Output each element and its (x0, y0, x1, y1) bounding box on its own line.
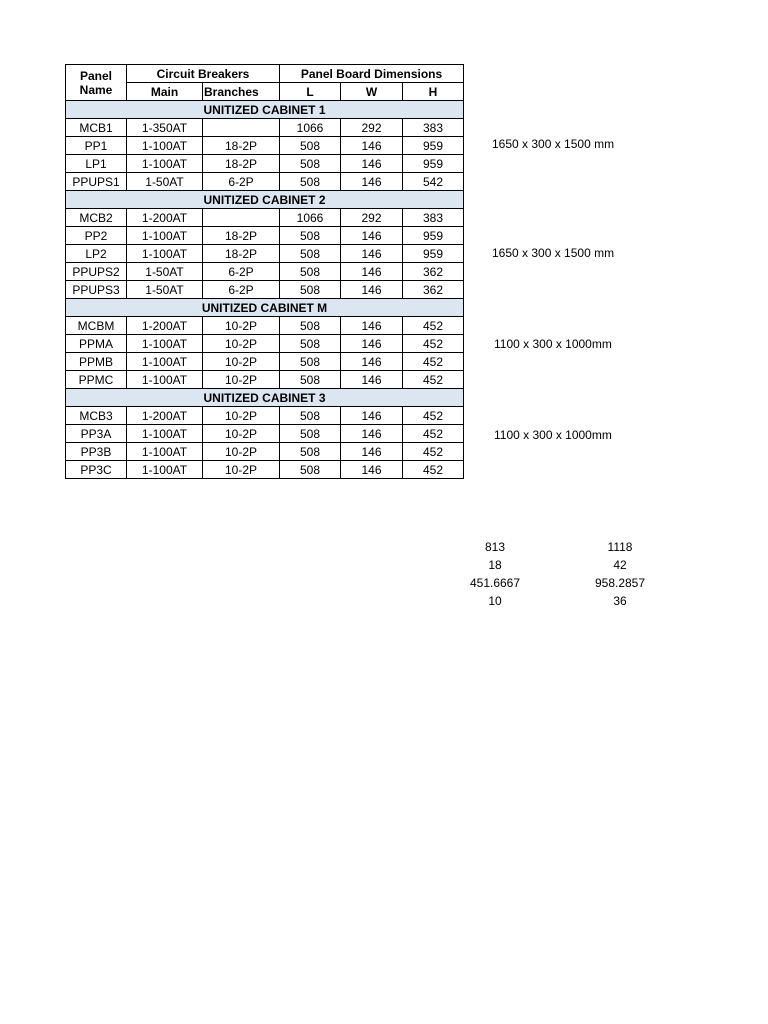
table-row (66, 245, 464, 263)
cell-w: 146 (341, 245, 403, 263)
cell-l: 1066 (280, 119, 341, 137)
cell-branches: 10-2P (203, 407, 280, 425)
section-row (66, 191, 464, 209)
cell-main: 1-200AT (127, 407, 203, 425)
section-title: UNITIZED CABINET M (66, 299, 464, 317)
cell-branches: 18-2P (203, 137, 280, 155)
cell-w: 146 (341, 461, 403, 479)
cell-name: PPMA (66, 335, 127, 353)
section-title: UNITIZED CABINET 1 (66, 101, 464, 119)
stat-cell: 1118 (607, 540, 633, 554)
cell-l: 508 (280, 263, 341, 281)
section-row (66, 101, 464, 119)
cell-branches: 6-2P (203, 263, 280, 281)
stat-cell: 42 (613, 558, 627, 572)
cell-main: 1-100AT (127, 137, 203, 155)
cell-branches (203, 119, 280, 137)
cell-main: 1-100AT (127, 227, 203, 245)
header-circuit-breakers: Circuit Breakers (127, 65, 280, 83)
stat-cell: 18 (488, 558, 502, 572)
table-row (66, 443, 464, 461)
cell-h: 542 (403, 173, 464, 191)
cell-name: MCB2 (66, 209, 127, 227)
cell-main: 1-50AT (127, 173, 203, 191)
header-row-top (66, 65, 464, 83)
cell-name: MCB3 (66, 407, 127, 425)
cell-branches: 10-2P (203, 461, 280, 479)
cabinet-size-note: 1650 x 300 x 1500 mm (492, 137, 615, 151)
cell-h: 452 (403, 317, 464, 335)
cell-name: PP3C (66, 461, 127, 479)
cell-name: LP2 (66, 245, 127, 263)
section-row (66, 299, 464, 317)
cell-l: 508 (280, 317, 341, 335)
cell-branches: 6-2P (203, 281, 280, 299)
header-w: W (341, 83, 403, 101)
cell-main: 1-200AT (127, 209, 203, 227)
cell-l: 508 (280, 245, 341, 263)
table-row (66, 353, 464, 371)
cell-branches: 6-2P (203, 173, 280, 191)
cell-branches: 10-2P (203, 371, 280, 389)
cell-w: 146 (341, 425, 403, 443)
table-row (66, 281, 464, 299)
cell-name: PP3A (66, 425, 127, 443)
cell-h: 452 (403, 425, 464, 443)
cell-l: 508 (280, 407, 341, 425)
section-title: UNITIZED CABINET 3 (66, 389, 464, 407)
header-panel-board-dimensions: Panel Board Dimensions (280, 65, 464, 83)
cell-name: PPUPS3 (66, 281, 127, 299)
cell-h: 452 (403, 371, 464, 389)
cabinet-size-note: 1100 x 300 x 1000mm (494, 337, 612, 351)
cell-main: 1-100AT (127, 371, 203, 389)
header-h: H (403, 83, 464, 101)
cell-main: 1-100AT (127, 335, 203, 353)
cell-name: PPMC (66, 371, 127, 389)
cell-main: 1-50AT (127, 281, 203, 299)
cell-h: 383 (403, 119, 464, 137)
cell-name: PPMB (66, 353, 127, 371)
cell-main: 1-100AT (127, 155, 203, 173)
cell-h: 362 (403, 281, 464, 299)
cell-w: 146 (341, 443, 403, 461)
table-row (66, 317, 464, 335)
table-row (66, 119, 464, 137)
cell-h: 959 (403, 245, 464, 263)
cell-w: 292 (341, 119, 403, 137)
stat-cell: 10 (488, 594, 502, 608)
cell-l: 508 (280, 353, 341, 371)
cell-main: 1-100AT (127, 245, 203, 263)
cell-l: 508 (280, 461, 341, 479)
cell-branches: 10-2P (203, 317, 280, 335)
table-row (66, 173, 464, 191)
cell-l: 508 (280, 155, 341, 173)
cell-w: 146 (341, 407, 403, 425)
cell-h: 959 (403, 227, 464, 245)
header-panel-name: Panel Name (66, 65, 127, 101)
section-title: UNITIZED CABINET 2 (66, 191, 464, 209)
cell-h: 362 (403, 263, 464, 281)
cell-name: PPUPS1 (66, 173, 127, 191)
cell-w: 146 (341, 155, 403, 173)
cell-l: 1066 (280, 209, 341, 227)
cell-name: LP1 (66, 155, 127, 173)
cell-main: 1-50AT (127, 263, 203, 281)
stat-cell: 958.2857 (594, 576, 646, 590)
cell-h: 452 (403, 353, 464, 371)
cell-w: 146 (341, 371, 403, 389)
cell-h: 959 (403, 137, 464, 155)
cell-branches: 10-2P (203, 353, 280, 371)
cell-name: MCB1 (66, 119, 127, 137)
cabinet-size-note: 1100 x 300 x 1000mm (494, 428, 612, 442)
cell-w: 292 (341, 209, 403, 227)
cell-w: 146 (341, 335, 403, 353)
table-row (66, 461, 464, 479)
cell-h: 452 (403, 335, 464, 353)
cell-branches: 10-2P (203, 425, 280, 443)
cell-l: 508 (280, 173, 341, 191)
cell-name: MCBM (66, 317, 127, 335)
cell-l: 508 (280, 335, 341, 353)
cell-main: 1-350AT (127, 119, 203, 137)
cell-l: 508 (280, 443, 341, 461)
table-row (66, 209, 464, 227)
header-branches: Branches (203, 83, 280, 101)
table-body (66, 101, 464, 479)
header-l: L (280, 83, 341, 101)
table-row (66, 335, 464, 353)
stat-cell: 813 (484, 540, 506, 554)
section-row (66, 389, 464, 407)
cell-main: 1-200AT (127, 317, 203, 335)
stats-column-2 (589, 538, 651, 610)
table-row (66, 425, 464, 443)
cell-name: PP3B (66, 443, 127, 461)
cell-branches (203, 209, 280, 227)
cell-w: 146 (341, 353, 403, 371)
table-row (66, 155, 464, 173)
cell-h: 383 (403, 209, 464, 227)
cabinet-size-note: 1650 x 300 x 1500 mm (492, 246, 615, 260)
cell-name: PP1 (66, 137, 127, 155)
table-row (66, 263, 464, 281)
cell-branches: 18-2P (203, 155, 280, 173)
cell-main: 1-100AT (127, 443, 203, 461)
table-row (66, 137, 464, 155)
cell-w: 146 (341, 317, 403, 335)
table-row (66, 371, 464, 389)
cell-l: 508 (280, 425, 341, 443)
cell-name: PP2 (66, 227, 127, 245)
cell-name: PPUPS2 (66, 263, 127, 281)
table-row (66, 227, 464, 245)
cell-l: 508 (280, 227, 341, 245)
cell-branches: 18-2P (203, 245, 280, 263)
cell-l: 508 (280, 137, 341, 155)
cell-w: 146 (341, 137, 403, 155)
stat-cell: 36 (613, 594, 627, 608)
cell-h: 452 (403, 461, 464, 479)
panel-schedule-table (65, 64, 464, 479)
cell-main: 1-100AT (127, 461, 203, 479)
cell-h: 452 (403, 407, 464, 425)
cell-branches: 10-2P (203, 335, 280, 353)
cell-main: 1-100AT (127, 425, 203, 443)
cell-w: 146 (341, 173, 403, 191)
cell-h: 959 (403, 155, 464, 173)
cell-w: 146 (341, 281, 403, 299)
stats-column-1 (466, 538, 524, 610)
stat-cell: 451.6667 (469, 576, 521, 590)
cell-w: 146 (341, 263, 403, 281)
header-main: Main (127, 83, 203, 101)
cell-branches: 18-2P (203, 227, 280, 245)
cell-l: 508 (280, 371, 341, 389)
cell-h: 452 (403, 443, 464, 461)
cell-branches: 10-2P (203, 443, 280, 461)
cell-l: 508 (280, 281, 341, 299)
table-row (66, 407, 464, 425)
cell-w: 146 (341, 227, 403, 245)
cell-main: 1-100AT (127, 353, 203, 371)
